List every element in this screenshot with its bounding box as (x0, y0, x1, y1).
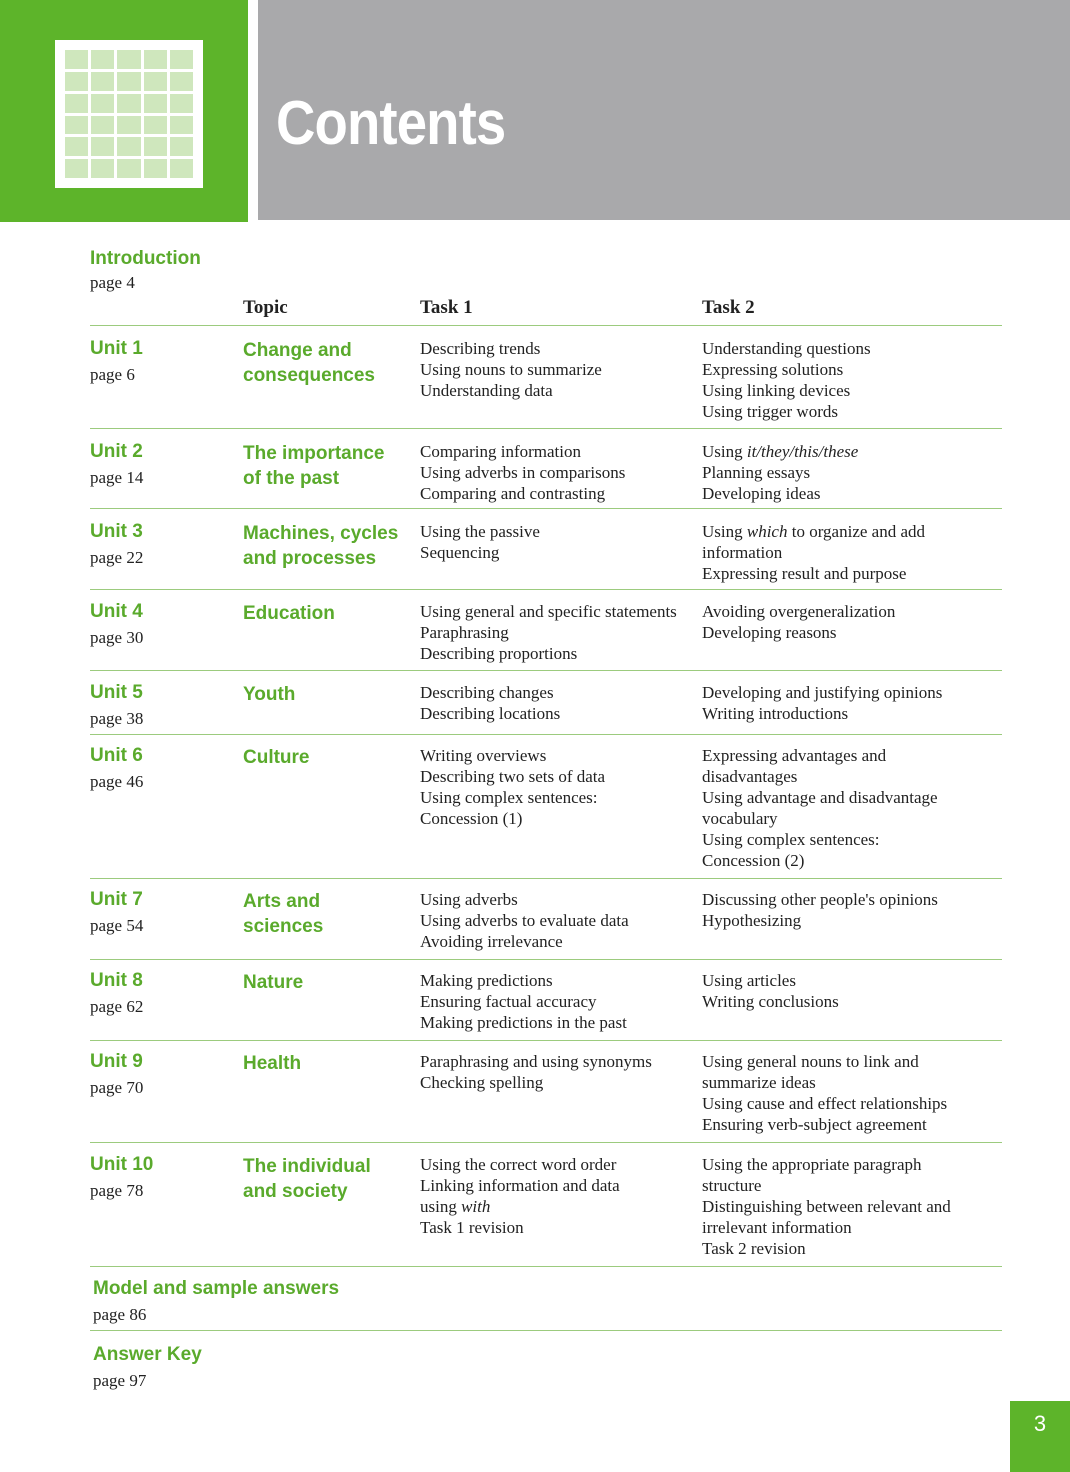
model-answers-page: page 86 (93, 1305, 147, 1324)
unit-page: page 46 (90, 772, 144, 791)
task2-item: Using linking devices (702, 381, 851, 400)
task1-item: Describing proportions (420, 644, 578, 663)
unit-label: Unit 1 (90, 338, 143, 359)
task1-item: Making predictions (420, 971, 553, 990)
unit-label: Unit 7 (90, 889, 143, 910)
task2-item: Using advantage and disadvantage (702, 788, 938, 807)
task2-item: Task 2 revision (702, 1239, 806, 1258)
task2-list (702, 889, 992, 931)
unit-label: Unit 9 (90, 1051, 143, 1072)
task1-item: Comparing and contrasting (420, 484, 606, 503)
topic-line: Machines, cycles (243, 523, 399, 544)
task1-item: Understanding data (420, 381, 553, 400)
topic-line: and society (243, 1181, 348, 1202)
unit-label: Unit 5 (90, 682, 143, 703)
unit-topic (243, 745, 408, 770)
intro-title: Introduction (90, 248, 201, 269)
unit-topic (243, 682, 408, 707)
task1-item: Describing changes (420, 683, 554, 702)
answer-key-page: page 97 (93, 1371, 147, 1390)
topic-line: Health (243, 1053, 302, 1074)
task2-list (702, 521, 992, 584)
task2-list (702, 682, 992, 724)
task1-item: Avoiding irrelevance (420, 932, 563, 951)
task1-item: Sequencing (420, 543, 500, 562)
task1-list (420, 1051, 700, 1093)
task2-item: Writing conclusions (702, 992, 839, 1011)
col-head-task2: Task 2 (702, 297, 755, 318)
unit-topic (243, 1051, 408, 1076)
task2-item: information (702, 543, 783, 562)
task2-item: Using trigger words (702, 402, 838, 421)
task1-item: Using complex sentences: (420, 788, 598, 807)
row-divider (90, 1266, 1002, 1267)
topic-line: Youth (243, 684, 296, 705)
task1-item: Making predictions in the past (420, 1013, 627, 1032)
page-number: 3 (1010, 1401, 1070, 1472)
topic-line: The importance (243, 443, 385, 464)
unit-page: page 38 (90, 709, 144, 728)
task1-list (420, 521, 700, 563)
task2-item: Writing introductions (702, 704, 849, 723)
task2-item: Planning essays (702, 463, 811, 482)
row-divider (90, 734, 1002, 735)
unit-topic (243, 441, 408, 491)
task1-item: Describing trends (420, 339, 541, 358)
row-divider (90, 508, 1002, 509)
unit-topic (243, 338, 408, 388)
task1-list (420, 745, 700, 829)
row-divider (90, 1040, 1002, 1041)
task2-item: Discussing other people's opinions (702, 890, 938, 909)
row-divider (90, 589, 1002, 590)
task1-item: Writing overviews (420, 746, 547, 765)
intro-page: page 4 (90, 273, 135, 292)
unit-page: page 30 (90, 628, 144, 647)
task2-item: vocabulary (702, 809, 778, 828)
unit-label: Unit 6 (90, 745, 143, 766)
task1-item: Using general and specific statements (420, 602, 677, 621)
task2-item: Developing and justifying opinions (702, 683, 943, 702)
task1-item: Describing two sets of data (420, 767, 606, 786)
task2-item: Distinguishing between relevant and (702, 1197, 951, 1216)
row-divider (90, 1142, 1002, 1143)
row-divider (90, 670, 1002, 671)
topic-line: The individual (243, 1156, 371, 1177)
unit-topic (243, 601, 408, 626)
unit-topic (243, 889, 408, 939)
unit-label: Unit 10 (90, 1154, 154, 1175)
task1-item: Using adverbs in comparisons (420, 463, 626, 482)
task1-item: Linking information and data (420, 1176, 620, 1195)
task2-item: Using the appropriate paragraph (702, 1155, 922, 1174)
task2-item: Developing ideas (702, 484, 821, 503)
task2-item: Understanding questions (702, 339, 871, 358)
unit-page: page 54 (90, 916, 144, 935)
unit-label: Unit 8 (90, 970, 143, 991)
task2-item: Using it/they/this/these (702, 442, 859, 461)
unit-page: page 22 (90, 548, 144, 567)
task1-item: Using nouns to summarize (420, 360, 602, 379)
row-divider (90, 959, 1002, 960)
task2-item: Expressing advantages and (702, 746, 887, 765)
topic-line: Nature (243, 972, 304, 993)
topic-line: consequences (243, 365, 375, 386)
task1-item: Paraphrasing and using synonyms (420, 1052, 652, 1071)
answer-key-title: Answer Key (93, 1344, 202, 1365)
task1-item: using with (420, 1197, 491, 1216)
task2-item: Avoiding overgeneralization (702, 602, 896, 621)
model-answers-title: Model and sample answers (93, 1278, 340, 1299)
task2-item: summarize ideas (702, 1073, 816, 1092)
unit-topic (243, 1154, 408, 1204)
task1-item: Ensuring factual accuracy (420, 992, 597, 1011)
task1-item: Comparing information (420, 442, 582, 461)
unit-label: Unit 3 (90, 521, 143, 542)
task2-list (702, 601, 992, 643)
row-divider (90, 878, 1002, 879)
task1-list (420, 601, 700, 664)
task1-item: Paraphrasing (420, 623, 509, 642)
task1-list (420, 682, 700, 724)
col-head-task1: Task 1 (420, 297, 473, 318)
unit-page: page 14 (90, 468, 144, 487)
unit-page: page 6 (90, 365, 135, 384)
grid-logo-icon (55, 40, 203, 188)
row-divider (90, 325, 1002, 326)
task1-list (420, 441, 700, 504)
row-divider (90, 1330, 1002, 1331)
task1-item: Using the correct word order (420, 1155, 617, 1174)
unit-page: page 70 (90, 1078, 144, 1097)
unit-topic (243, 970, 408, 995)
task2-list (702, 338, 992, 422)
topic-line: Arts and (243, 891, 321, 912)
page-title: Contents (276, 89, 506, 158)
task2-item: Using complex sentences: (702, 830, 880, 849)
task1-item: Using the passive (420, 522, 540, 541)
task2-list (702, 1154, 992, 1259)
task2-list (702, 441, 992, 504)
task2-item: Using which to organize and add (702, 522, 926, 541)
task1-item: Using adverbs (420, 890, 518, 909)
unit-page: page 78 (90, 1181, 144, 1200)
unit-page: page 62 (90, 997, 144, 1016)
task2-item: Using cause and effect relationships (702, 1094, 948, 1113)
task2-item: Expressing solutions (702, 360, 844, 379)
task2-item: Ensuring verb-subject agreement (702, 1115, 927, 1134)
topic-line: sciences (243, 916, 324, 937)
task1-item: Describing locations (420, 704, 561, 723)
task2-item: structure (702, 1176, 762, 1195)
task2-item: irrelevant information (702, 1218, 852, 1237)
topic-line: Change and (243, 340, 352, 361)
task1-list (420, 889, 700, 952)
unit-label: Unit 2 (90, 441, 143, 462)
task2-item: disadvantages (702, 767, 798, 786)
col-head-topic: Topic (243, 297, 288, 318)
task2-list (702, 1051, 992, 1135)
task2-item: Using articles (702, 971, 796, 990)
task1-list (420, 1154, 700, 1238)
task1-list (420, 338, 700, 401)
task2-item: Expressing result and purpose (702, 564, 907, 583)
topic-line: and processes (243, 548, 377, 569)
task2-list (702, 970, 992, 1012)
task2-list (702, 745, 992, 871)
task2-item: Hypothesizing (702, 911, 802, 930)
task2-item: Using general nouns to link and (702, 1052, 919, 1071)
unit-label: Unit 4 (90, 601, 143, 622)
task2-item: Concession (2) (702, 851, 805, 870)
task2-item: Developing reasons (702, 623, 837, 642)
unit-topic (243, 521, 408, 571)
topic-line: Culture (243, 747, 310, 768)
task1-item: Checking spelling (420, 1073, 544, 1092)
topic-line: of the past (243, 468, 340, 489)
row-divider (90, 428, 1002, 429)
task1-item: Using adverbs to evaluate data (420, 911, 629, 930)
task1-item: Concession (1) (420, 809, 523, 828)
task1-item: Task 1 revision (420, 1218, 524, 1237)
topic-line: Education (243, 603, 335, 624)
task1-list (420, 970, 700, 1033)
